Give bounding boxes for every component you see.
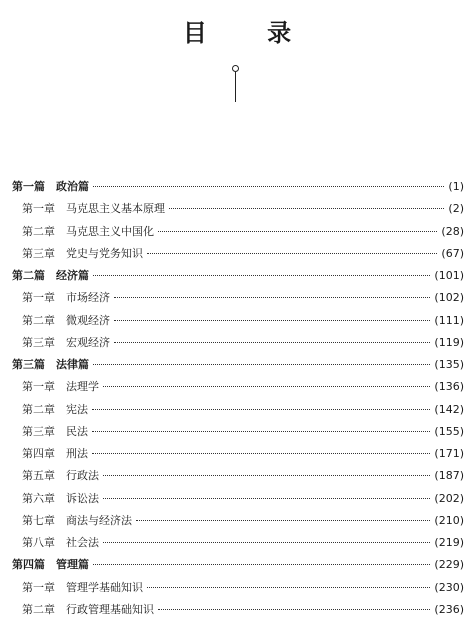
toc-page-number: (136) [434,380,464,394]
toc-entry-title: 宏观经济 [66,335,110,349]
toc-entry-title: 政治篇 [56,180,89,193]
toc-page-number: (210) [434,513,464,527]
toc-chapter-row[interactable] [12,443,464,465]
toc-entry-title: 马克思主义中国化 [66,224,154,238]
toc-entry-number: 第三章 [22,335,55,349]
toc-page-number: (142) [434,402,464,416]
toc-dot-leader [92,409,430,410]
ornament-divider [235,72,236,102]
toc-entry-title: 马克思主义基本原理 [66,202,165,216]
toc-entry-title: 民法 [66,424,88,438]
toc-page-number: (101) [434,269,464,282]
toc-entry-title: 行政管理基础知识 [66,602,154,616]
toc-chapter-row[interactable] [12,577,464,599]
toc-chapter-row[interactable] [12,421,464,443]
toc-entry-number: 第二章 [22,224,55,238]
toc-chapter-row[interactable] [12,332,464,354]
toc-entry-number: 第三章 [22,246,55,260]
toc-dot-leader [103,386,430,387]
toc-part-row[interactable] [12,554,464,576]
toc-entry-title: 市场经济 [66,291,110,305]
toc-dot-leader [114,297,430,298]
toc-entry-title: 社会法 [66,536,99,549]
toc-page-number: (67) [441,246,464,260]
toc-dot-leader [114,342,430,343]
toc-part-row[interactable] [12,354,464,376]
toc-page-number: (229) [434,558,464,572]
toc-page-number: (1) [448,180,464,193]
toc-entry-number: 第一章 [22,580,55,594]
toc-chapter-row[interactable] [12,599,464,621]
toc-entry-number: 第四篇 [12,558,45,572]
toc-entry-title: 微观经济 [66,313,110,327]
toc-chapter-row[interactable] [12,488,464,510]
toc-chapter-row[interactable] [12,243,464,265]
toc-dot-leader [93,186,444,187]
table-of-contents [12,176,464,621]
toc-entry-number: 第一章 [22,202,55,216]
toc-entry-number: 第一章 [22,291,55,305]
toc-entry-title: 法理学 [66,380,99,394]
page-title: 目 录 [182,19,318,47]
toc-chapter-row[interactable] [12,310,464,332]
toc-entry-number: 第二章 [22,313,55,327]
toc-entry-number: 第四章 [22,447,55,460]
toc-entry-number: 第一篇 [12,180,45,193]
toc-entry-number: 第八章 [22,536,55,549]
toc-dot-leader [147,587,430,588]
toc-dot-leader [93,564,430,565]
toc-entry-title: 刑法 [66,447,88,460]
toc-chapter-row[interactable] [12,198,464,220]
toc-dot-leader [158,231,437,232]
toc-entry-title: 管理学基础知识 [66,580,143,594]
toc-entry-title: 行政法 [66,469,99,483]
toc-entry-title: 经济篇 [56,269,89,282]
toc-page-number: (135) [434,358,464,371]
toc-page-number: (202) [434,491,464,505]
toc-chapter-row[interactable] [12,532,464,554]
toc-entry-title: 管理篇 [56,558,89,572]
ornament-circle-icon [232,65,239,72]
toc-entry-title: 诉讼法 [66,491,99,505]
toc-entry-number: 第六章 [22,491,55,505]
toc-dot-leader [92,453,430,454]
toc-dot-leader [136,520,430,521]
toc-dot-leader [93,364,430,365]
toc-dot-leader [147,253,437,254]
toc-dot-leader [114,320,430,321]
toc-part-row[interactable] [12,265,464,287]
toc-entry-number: 第五章 [22,469,55,483]
toc-page-number: (102) [434,291,464,305]
toc-dot-leader [93,275,430,276]
toc-dot-leader [103,498,430,499]
toc-page-number: (171) [434,447,464,460]
toc-entry-title: 党史与党务知识 [66,246,143,260]
toc-dot-leader [158,609,430,610]
toc-page-number: (230) [434,580,464,594]
toc-entry-number: 第一章 [22,380,55,394]
toc-entry-number: 第三章 [22,424,55,438]
toc-page-number: (219) [434,536,464,549]
toc-page-number: (2) [448,202,464,216]
toc-page-number: (236) [434,602,464,616]
toc-chapter-row[interactable] [12,376,464,398]
toc-entry-title: 宪法 [66,402,88,416]
toc-entry-number: 第二章 [22,402,55,416]
toc-entry-number: 第七章 [22,513,55,527]
toc-page-number: (119) [434,335,464,349]
toc-dot-leader [103,542,430,543]
toc-chapter-row[interactable] [12,465,464,487]
toc-dot-leader [169,208,444,209]
toc-chapter-row[interactable] [12,399,464,421]
toc-chapter-row[interactable] [12,287,464,309]
toc-entry-title: 法律篇 [56,358,89,371]
toc-page-number: (155) [434,424,464,438]
toc-chapter-row[interactable] [12,510,464,532]
toc-page-number: (28) [441,224,464,238]
toc-chapter-row[interactable] [12,221,464,243]
toc-entry-number: 第二章 [22,602,55,616]
toc-entry-title: 商法与经济法 [66,513,132,527]
toc-entry-number: 第三篇 [12,358,45,371]
toc-part-row[interactable] [12,176,464,198]
toc-dot-leader [92,431,430,432]
toc-page-number: (111) [434,313,464,327]
toc-page-number: (187) [434,469,464,483]
toc-dot-leader [103,475,430,476]
toc-entry-number: 第二篇 [12,269,45,282]
